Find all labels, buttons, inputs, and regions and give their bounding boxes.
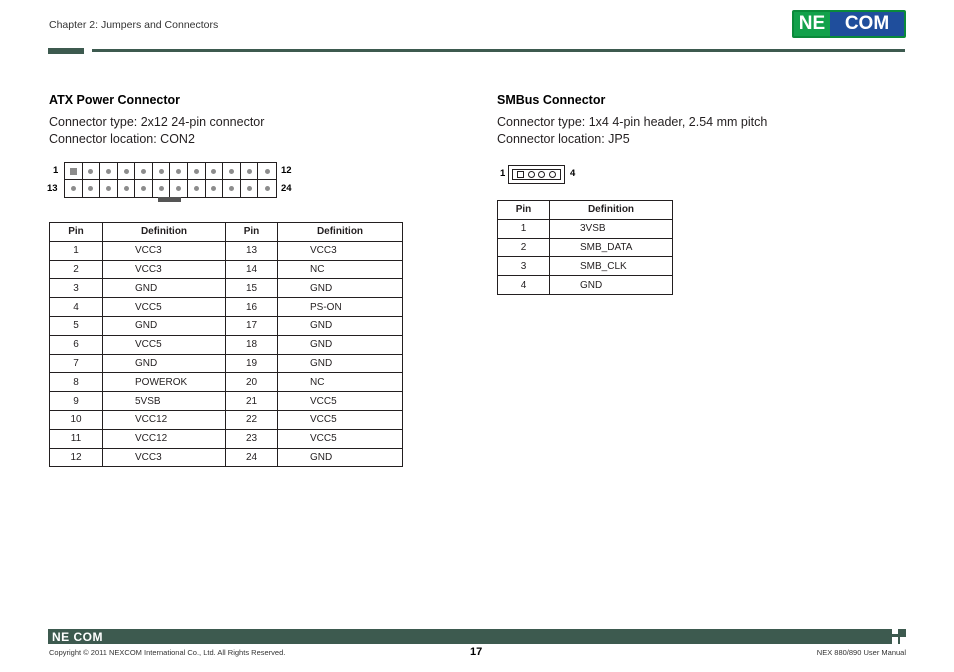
pin-number-cell: 23: [226, 429, 278, 448]
pin-definition-cell: VCC5: [278, 429, 403, 448]
atx-connector-type: Connector type: 2x12 24-pin connector: [49, 115, 265, 129]
atx-pin-cell: [100, 163, 118, 180]
atx-pin-dot: [211, 186, 216, 191]
pin-number-cell: 1: [50, 241, 103, 260]
pin-definition-cell: NC: [278, 260, 403, 279]
atx-pin-cell: [188, 180, 206, 197]
pin-definition-cell: VCC12: [103, 429, 226, 448]
atx-pin-cell: [118, 163, 136, 180]
atx-pin-cell: [83, 180, 101, 197]
logo-right-text: COM: [830, 12, 904, 36]
table-header-row: [50, 223, 403, 242]
pin-definition-cell: 5VSB: [103, 392, 226, 411]
smbus-pin-2: [528, 171, 535, 178]
atx-pin-dot: [176, 169, 181, 174]
atx-pin-cell: [241, 163, 259, 180]
atx-pin-cell: [153, 163, 171, 180]
atx-pin-dot: [247, 186, 252, 191]
smbus-pin-table: [497, 200, 673, 295]
pin-number-cell: 8: [50, 373, 103, 392]
atx-pin-dot: [229, 186, 234, 191]
table-row: [498, 257, 673, 276]
atx-pin-dot: [194, 186, 199, 191]
pin-number-cell: 7: [50, 354, 103, 373]
pin-number-cell: 11: [50, 429, 103, 448]
atx-pin-label-1: 1: [53, 165, 59, 176]
pin-number-cell: 14: [226, 260, 278, 279]
footer-corner-mark: [892, 628, 906, 644]
atx-pin-cell: [83, 163, 101, 180]
footer-bar: [48, 629, 906, 644]
atx-pin-label-12: 12: [281, 165, 292, 176]
pin-definition-cell: VCC5: [278, 392, 403, 411]
table-header-row: [498, 201, 673, 220]
atx-pin-dot: [265, 169, 270, 174]
pin-definition-cell: 3VSB: [550, 219, 673, 238]
atx-pin-dot: [194, 169, 199, 174]
atx-pin-dot: [106, 186, 111, 191]
atx-pin-dot: [124, 169, 129, 174]
smbus-pin-4: [549, 171, 556, 178]
atx-pin-cell: [188, 163, 206, 180]
pin-definition-cell: GND: [550, 276, 673, 295]
pin-definition-cell: GND: [103, 354, 226, 373]
pin-number-cell: 4: [498, 276, 550, 295]
table-row: [50, 335, 403, 354]
atx-pin-dot: [159, 169, 164, 174]
atx-pin-cell: [65, 163, 83, 180]
pin-definition-cell: NC: [278, 373, 403, 392]
atx-latch: [158, 197, 181, 202]
atx-pin-cell: [258, 180, 276, 197]
atx-pin-row-top: [65, 163, 276, 180]
footer-logo: NE COM: [52, 630, 103, 644]
manual-name: NEX 880/890 User Manual: [816, 648, 906, 657]
atx-pin-dot: [71, 186, 76, 191]
smbus-pin-1: [517, 171, 524, 178]
atx-pin-dot: [106, 169, 111, 174]
smbus-pin-label-1: 1: [500, 168, 506, 179]
atx-pin-label-13: 13: [47, 183, 58, 194]
smbus-pin-header-diagram: [508, 165, 565, 184]
atx-pin-dot: [176, 186, 181, 191]
table-row: [50, 392, 403, 411]
atx-pin-cell: [206, 163, 224, 180]
pin-definition-cell: GND: [278, 279, 403, 298]
smbus-connector-type: Connector type: 1x4 4-pin header, 2.54 mm pitch: [497, 115, 768, 129]
pin-number-cell: 5: [50, 316, 103, 335]
pin-number-cell: 15: [226, 279, 278, 298]
pin-number-cell: 20: [226, 373, 278, 392]
atx-pin-cell: [153, 180, 171, 197]
pin-number-cell: 12: [50, 448, 103, 467]
atx-connector-location: Connector location: CON2: [49, 132, 195, 146]
table-row: [498, 219, 673, 238]
table-row: [50, 354, 403, 373]
pin-definition-cell: GND: [278, 316, 403, 335]
atx-pin-dot: [229, 169, 234, 174]
atx-pin-dot: [88, 169, 93, 174]
atx-pin-table: [49, 222, 403, 467]
pin-number-cell: 4: [50, 298, 103, 317]
pin-definition-cell: VCC3: [103, 260, 226, 279]
atx-pin-cell: [170, 163, 188, 180]
table-row: [50, 298, 403, 317]
chapter-title: Chapter 2: Jumpers and Connectors: [49, 19, 219, 31]
pin-number-cell: 10: [50, 410, 103, 429]
table-row: [50, 241, 403, 260]
atx-pin-dot: [141, 169, 146, 174]
pin-number-cell: 9: [50, 392, 103, 411]
atx-pin-dot: [159, 186, 164, 191]
table-header-cell: Definition: [550, 201, 673, 220]
pin-number-cell: 17: [226, 316, 278, 335]
pin-definition-cell: SMB_CLK: [550, 257, 673, 276]
copyright-text: Copyright © 2011 NEXCOM International Co., Ltd. All Rights Reserved.: [49, 648, 286, 657]
pin-definition-cell: VCC3: [103, 241, 226, 260]
atx-pin-cell: [241, 180, 259, 197]
pin-definition-cell: VCC3: [103, 448, 226, 467]
pin-definition-cell: VCC5: [278, 410, 403, 429]
pin-number-cell: 22: [226, 410, 278, 429]
logo-left-text: NE: [794, 12, 830, 36]
atx-pin-dot: [265, 186, 270, 191]
pin-definition-cell: POWEROK: [103, 373, 226, 392]
atx-pin-dot: [124, 186, 129, 191]
atx-pin-dot: [141, 186, 146, 191]
pin-definition-cell: GND: [103, 279, 226, 298]
pin-definition-cell: VCC5: [103, 335, 226, 354]
pin-number-cell: 2: [50, 260, 103, 279]
atx-pin-cell: [206, 180, 224, 197]
atx-pin-cell: [65, 180, 83, 197]
pin-definition-cell: GND: [278, 335, 403, 354]
table-row: [50, 448, 403, 467]
pin-number-cell: 24: [226, 448, 278, 467]
smbus-pin-3: [538, 171, 545, 178]
pin-definition-cell: PS-ON: [278, 298, 403, 317]
page-number: 17: [470, 646, 483, 658]
pin-definition-cell: GND: [278, 448, 403, 467]
header-accent-bar: [48, 48, 84, 54]
smbus-connector-location: Connector location: JP5: [497, 132, 630, 146]
table-row: [498, 238, 673, 257]
atx-pin-dot: [247, 169, 252, 174]
pin-number-cell: 3: [50, 279, 103, 298]
pin-number-cell: 3: [498, 257, 550, 276]
pin-definition-cell: GND: [103, 316, 226, 335]
atx-pin-cell: [100, 180, 118, 197]
atx-pin-dot: [88, 186, 93, 191]
atx-pin-cell: [170, 180, 188, 197]
pin-number-cell: 13: [226, 241, 278, 260]
pin-definition-cell: VCC12: [103, 410, 226, 429]
atx-title: ATX Power Connector: [49, 93, 181, 107]
atx-pin-cell: [223, 163, 241, 180]
table-header-cell: Definition: [103, 223, 226, 242]
nexcom-logo: [792, 10, 906, 38]
pin-definition-cell: VCC3: [278, 241, 403, 260]
pin-number-cell: 1: [498, 219, 550, 238]
atx-pin-row-bottom: [65, 180, 276, 197]
pin-number-cell: 18: [226, 335, 278, 354]
atx-pin-header-diagram: [64, 162, 277, 198]
atx-pin-cell: [258, 163, 276, 180]
pin-number-cell: 21: [226, 392, 278, 411]
table-row: [50, 279, 403, 298]
pin-definition-cell: VCC5: [103, 298, 226, 317]
pin-number-cell: 6: [50, 335, 103, 354]
pin-number-cell: 19: [226, 354, 278, 373]
pin-definition-cell: SMB_DATA: [550, 238, 673, 257]
smbus-pin-label-4: 4: [570, 168, 576, 179]
atx-pin-dot: [211, 169, 216, 174]
atx-pin-cell: [223, 180, 241, 197]
atx-pin-cell: [118, 180, 136, 197]
table-header-cell: Pin: [50, 223, 103, 242]
pin-number-cell: 2: [498, 238, 550, 257]
table-header-cell: Pin: [498, 201, 550, 220]
table-header-cell: Definition: [278, 223, 403, 242]
atx-pin-cell: [135, 163, 153, 180]
header-rule: [92, 49, 905, 52]
atx-pin-label-24: 24: [281, 183, 292, 194]
table-row: [50, 260, 403, 279]
atx-pin-1-square: [70, 168, 77, 175]
atx-pin-cell: [135, 180, 153, 197]
table-row: [50, 373, 403, 392]
pin-definition-cell: GND: [278, 354, 403, 373]
table-row: [50, 410, 403, 429]
smbus-title: SMBus Connector: [497, 93, 606, 107]
pin-number-cell: 16: [226, 298, 278, 317]
table-row: [498, 276, 673, 295]
table-row: [50, 429, 403, 448]
table-header-cell: Pin: [226, 223, 278, 242]
table-row: [50, 316, 403, 335]
